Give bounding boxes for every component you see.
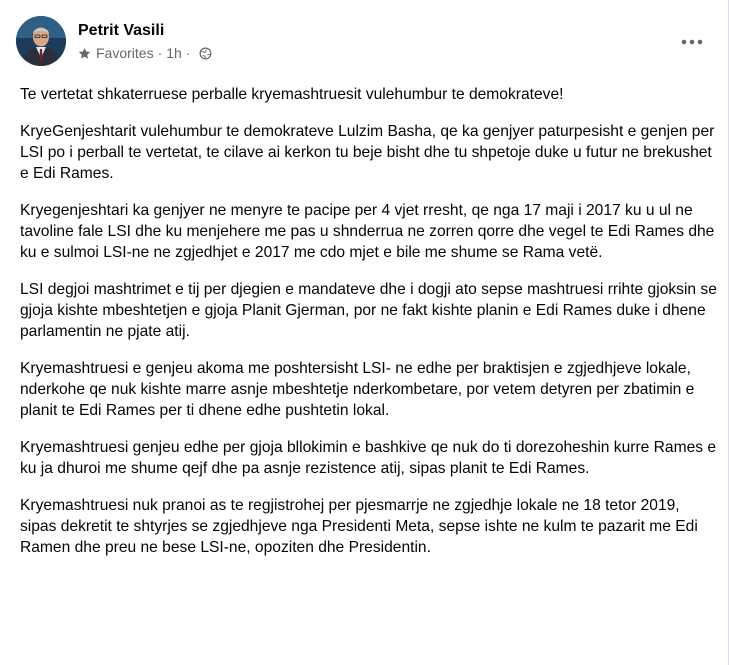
author-meta bbox=[78, 21, 212, 62]
more-options-icon bbox=[681, 39, 703, 45]
audience-label[interactable]: Favorites bbox=[96, 44, 154, 61]
author-name[interactable]: Petrit Vasili bbox=[78, 21, 165, 39]
avatar[interactable] bbox=[16, 16, 66, 66]
post-header bbox=[16, 16, 212, 66]
post-body bbox=[20, 84, 720, 574]
star-icon bbox=[78, 47, 91, 60]
post-paragraph: Kryemashtruesi genjeu edhe per gjoja bllokimin e bashkive qe nuk do ti dorezoheshin kurre Rames e ku ja dhuroi me shume qejf dhe pa asnje rezistence atij, sipas planit te Edi Rames. bbox=[20, 439, 717, 477]
post-time[interactable]: 1h bbox=[166, 44, 182, 61]
post-paragraph: KryeGenjeshtarit vulehumbur te demokrateve Lulzim Basha, qe ka genjyer paturpesisht e genjen per LSI po i perball te vertetat, te cilave ai kerkon tu beje bisht dhe tu shpetoje duke u futur ne brekushet e Edi Rames. bbox=[20, 123, 715, 182]
post-paragraph: Kryemashtruesi nuk pranoi as te regjistrohej per pjesmarrje ne zgjedhje lokale ne 18 tetor 2019, sipas dekretit te shtyrjes se zgjedhjeve nga Presidenti Meta, sepse ishte ne kulm te pazarit me Edi Ramen dhe preu ne bese LSI-ne, opoziten dhe Presidentin. bbox=[20, 497, 698, 556]
post-paragraph: Kryemashtruesi e genjeu akoma me poshtersisht LSI- ne edhe per braktisjen e zgjedhjeve lokale, nderkohe qe nuk kishte marre asnje mbeshtetje nderkombetare, por vetem detyren per zbatimin e planit te Edi Rames per ti dhene edhe pushtetin lokal. bbox=[20, 360, 695, 419]
avatar-image bbox=[16, 16, 66, 66]
post-paragraph: Te vertetat shkaterruese perballe kryemashtruesit vulehumbur te demokrateve! bbox=[20, 86, 564, 103]
globe-icon bbox=[199, 47, 212, 60]
more-options-button[interactable] bbox=[674, 30, 710, 54]
meta-separator-2: · bbox=[185, 44, 191, 61]
post-paragraph: Kryegenjeshtari ka genjyer ne menyre te pacipe per 4 vjet rresht, qe nga 17 maji i 2017 ku u ul ne tavoline fale LSI dhe ku menjehere me pas u shnderrua ne zorren qorre dhe vegel te Edi Rames dhe ku e sulmoi LSI-ne ne zgjedhjet e 2017 me cdo mjet e bile me shume se Rama vetë. bbox=[20, 202, 715, 261]
post-paragraph: LSI degjoi mashtrimet e tij per djegien e mandateve dhe i dogji ato sepse mashtruesi rrihte gjoksin se gjoja kishte mbeshtetjen e gjoja Planit Gjerman, por ne fakt kishte planin e Edi Rames duke i dhene parlamentin ne pjate atij. bbox=[20, 281, 717, 340]
meta-separator: · bbox=[157, 44, 163, 61]
post-meta bbox=[78, 45, 212, 62]
